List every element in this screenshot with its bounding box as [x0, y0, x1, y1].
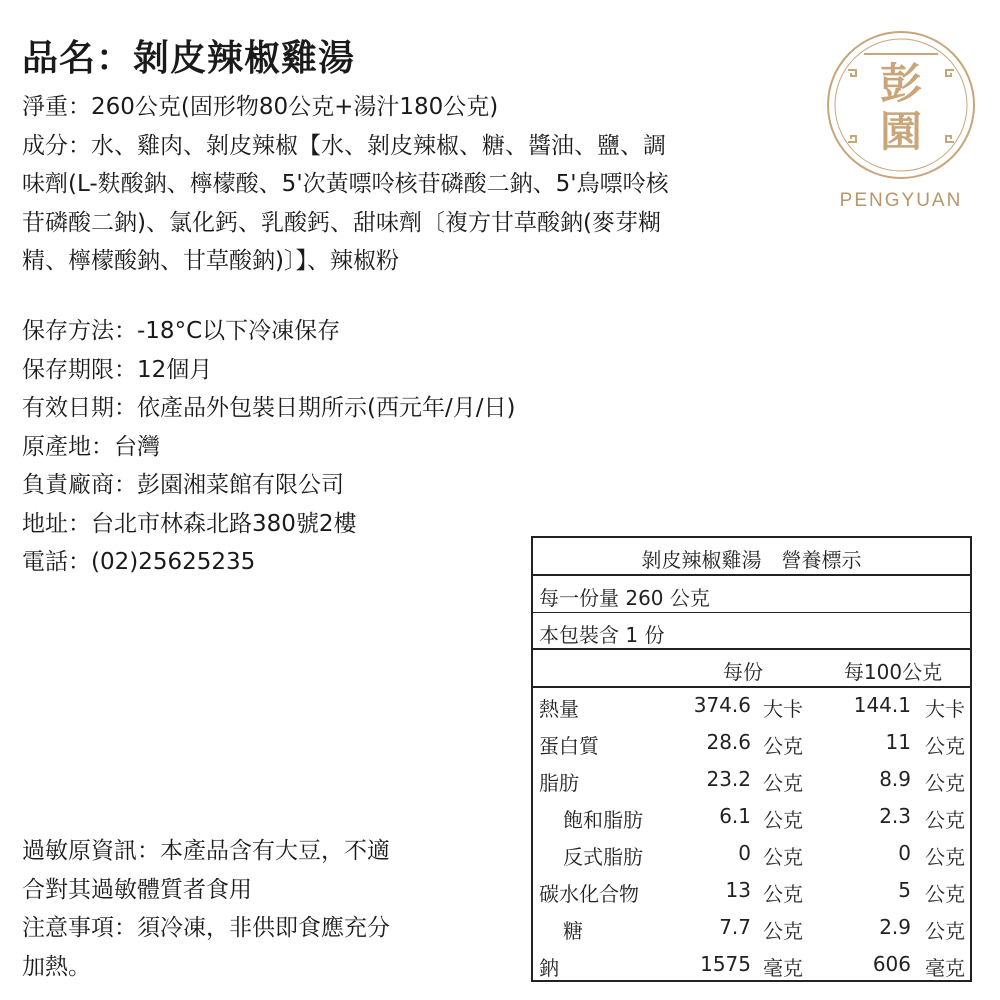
unit-per-serving: 大卡	[763, 697, 803, 721]
value-per-serving: 13	[725, 878, 751, 902]
allergy-line-1: 過敏原資訊：本產品含有大豆，不適	[22, 838, 390, 864]
product-title: 品名：剝皮辣椒雞湯	[22, 38, 356, 79]
unit-per-100g: 公克	[925, 734, 965, 758]
unit-per-serving: 公克	[763, 734, 803, 758]
notice-line-1: 注意事項：須冷凍，非供即食應充分	[22, 915, 390, 941]
value-per-serving: 6.1	[719, 804, 751, 828]
value-per-serving: 374.6	[693, 693, 751, 717]
unit-per-100g: 公克	[925, 845, 965, 869]
unit-per-100g: 公克	[925, 919, 965, 943]
value-per-100g: 5	[898, 878, 911, 902]
logo-char-2: 園	[879, 107, 923, 156]
value-per-serving: 0	[738, 841, 751, 865]
origin: 原產地：台灣	[22, 433, 160, 460]
value-per-100g: 8.9	[879, 767, 911, 791]
value-per-100g: 144.1	[853, 693, 911, 717]
unit-per-100g: 公克	[925, 882, 965, 906]
value-per-serving: 23.2	[706, 767, 751, 791]
servings-per-package: 本包裝含 1 份	[539, 623, 665, 647]
manufacturer: 負責廠商：彭園湘菜館有限公司	[22, 472, 344, 498]
logo-wordmark: PENGYUAN	[839, 190, 963, 211]
nutrient-name: 脂肪	[539, 771, 579, 795]
value-per-100g: 2.9	[879, 915, 911, 939]
logo-char-1: 彭	[879, 59, 923, 108]
unit-per-100g: 公克	[925, 808, 965, 832]
nutrient-name: 鈉	[539, 956, 559, 980]
serving-size: 每一份量 260 公克	[539, 586, 710, 610]
divider	[533, 574, 970, 576]
value-per-100g: 0	[898, 841, 911, 865]
divider	[533, 648, 970, 650]
value-per-100g: 2.3	[879, 804, 911, 828]
value-per-serving: 7.7	[719, 915, 751, 939]
allergy-line-2: 合對其過敏體質者食用	[22, 876, 252, 903]
pengyuan-logo	[826, 30, 976, 180]
storage-info	[22, 312, 515, 582]
unit-per-100g: 毫克	[925, 956, 965, 980]
unit-per-serving: 毫克	[763, 956, 803, 980]
unit-per-serving: 公克	[763, 919, 803, 943]
value-per-100g: 606	[872, 952, 911, 976]
shelf-life: 保存期限：12個月	[22, 356, 213, 383]
divider	[533, 686, 970, 688]
unit-per-100g: 公克	[925, 771, 965, 795]
unit-per-serving: 公克	[763, 771, 803, 795]
unit-per-serving: 公克	[763, 882, 803, 906]
nutrition-title: 剝皮辣椒雞湯 營養標示	[641, 548, 862, 572]
ingredients-line-4: 精、檸檬酸鈉、甘草酸鈉)〕】、辣椒粉	[22, 248, 399, 274]
phone: 電話：(02)25625235	[22, 549, 256, 575]
net-weight-line: 淨重：260公克(固形物80公克+湯汁180公克)	[22, 94, 499, 120]
ingredients-line-2: 味劑(L-麩酸鈉、檸檬酸、5'次黃嘌呤核苷磷酸二鈉、5'鳥嘌呤核	[22, 171, 669, 197]
storage-method: 保存方法：-18°C以下冷凍保存	[22, 318, 341, 344]
allergy-info	[22, 832, 472, 986]
ingredients-line-3: 苷磷酸二鈉)、氯化鈣、乳酸鈣、甜味劑〔複方甘草酸鈉(麥芽糊	[22, 209, 661, 236]
nutrition-table	[531, 536, 972, 982]
divider	[533, 612, 970, 613]
nutrient-name: 反式脂肪	[563, 845, 643, 869]
unit-per-serving: 公克	[763, 845, 803, 869]
value-per-100g: 11	[885, 730, 911, 754]
ingredients-line-1: 成分：水、雞肉、剝皮辣椒【水、剝皮辣椒、糖、醬油、鹽、調	[22, 132, 666, 159]
expiry-date: 有效日期：依產品外包裝日期所示(西元年/月/日)	[22, 395, 516, 421]
value-per-serving: 1575	[700, 952, 751, 976]
unit-per-100g: 大卡	[925, 697, 965, 721]
address: 地址：台北市林森北路380號2樓	[22, 510, 357, 537]
nutrient-name: 熱量	[539, 697, 579, 721]
unit-per-serving: 公克	[763, 808, 803, 832]
notice-line-2: 加熱。	[22, 953, 91, 980]
nutrient-name: 碳水化合物	[539, 882, 639, 906]
nutrient-name: 糖	[563, 919, 583, 943]
value-per-serving: 28.6	[706, 730, 751, 754]
nutrient-name: 蛋白質	[539, 734, 599, 758]
col-header-per-serving: 每份	[723, 660, 763, 684]
col-header-per-100g: 每100公克	[843, 660, 943, 684]
nutrient-name: 飽和脂肪	[563, 808, 643, 832]
product-info	[22, 88, 792, 281]
